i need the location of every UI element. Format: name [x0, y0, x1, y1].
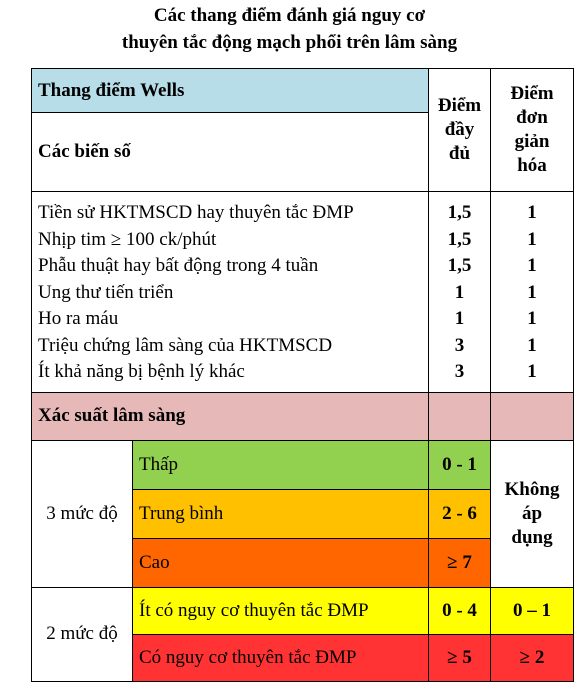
- not-applicable-cell: Không áp dụng: [491, 440, 574, 587]
- variable-name: Ung thư tiến triển: [38, 281, 174, 303]
- full-score: 3: [454, 361, 465, 382]
- simplified-score: 1: [527, 228, 537, 250]
- full-score: 3: [454, 334, 465, 356]
- category-likely: Có nguy cơ thuyên tắc ĐMP: [133, 634, 429, 681]
- full-score: 1: [454, 281, 465, 303]
- simplified-score-values: [491, 192, 574, 393]
- wells-header: Thang điểm Wells: [32, 69, 429, 113]
- category-low: Thấp: [133, 440, 429, 489]
- simplified-score: 1: [527, 361, 537, 382]
- probability-header-fill: [491, 392, 574, 440]
- variables-list: [32, 192, 429, 393]
- full-range-low: 0 - 1: [429, 440, 491, 489]
- simplified-range-unlikely: 0 – 1: [491, 587, 574, 634]
- full-score: 1,5: [447, 255, 472, 276]
- two-level-label: 2 mức độ: [32, 587, 133, 681]
- variable-name: Ít khả năng bị bệnh lý khác: [38, 361, 245, 382]
- probability-header-fill: [429, 392, 491, 440]
- simplified-score: 1: [527, 202, 537, 223]
- variable-name: Ho ra máu: [38, 308, 119, 329]
- category-unlikely: Ít có nguy cơ thuyên tắc ĐMP: [133, 587, 429, 634]
- full-range-medium: 2 - 6: [429, 489, 491, 538]
- wells-score-table: [31, 68, 574, 682]
- variable-name: Phẫu thuật hay bất động trong 4 tuần: [38, 255, 319, 276]
- full-range-likely: ≥ 5: [429, 634, 491, 681]
- simplified-score: 1: [527, 281, 537, 303]
- variable-name: Tiền sử HKTMSCD hay thuyên tắc ĐMP: [38, 202, 354, 223]
- simplified-score: 1: [527, 308, 537, 329]
- category-high: Cao: [133, 538, 429, 587]
- variable-name: Nhịp tim ≥ 100 ck/phút: [38, 228, 217, 250]
- full-score: 1,5: [447, 202, 472, 223]
- simplified-range-likely: ≥ 2: [491, 634, 574, 681]
- full-score: 1,5: [447, 228, 472, 250]
- full-score: 1: [454, 308, 465, 329]
- category-medium: Trung bình: [133, 489, 429, 538]
- variable-name: Triệu chứng lâm sàng của HKTMSCD: [38, 334, 333, 356]
- title-line-2: thuyên tắc động mạch phổi trên lâm sàng: [121, 32, 458, 53]
- page-title: [0, 2, 579, 56]
- full-score-values: [429, 192, 491, 393]
- three-level-label: 3 mức độ: [32, 440, 133, 587]
- simplified-score: 1: [527, 334, 537, 356]
- simplified-score-header: Điểm đơn giản hóa: [491, 69, 574, 192]
- title-line-1: Các thang điểm đánh giá nguy cơ: [153, 5, 426, 26]
- full-score-header: Điểm đầy đủ: [429, 69, 491, 192]
- probability-header: Xác suất lâm sàng: [32, 392, 429, 440]
- full-range-high: ≥ 7: [429, 538, 491, 587]
- full-range-unlikely: 0 - 4: [429, 587, 491, 634]
- simplified-score: 1: [527, 255, 537, 276]
- variables-header: Các biến số: [32, 113, 429, 192]
